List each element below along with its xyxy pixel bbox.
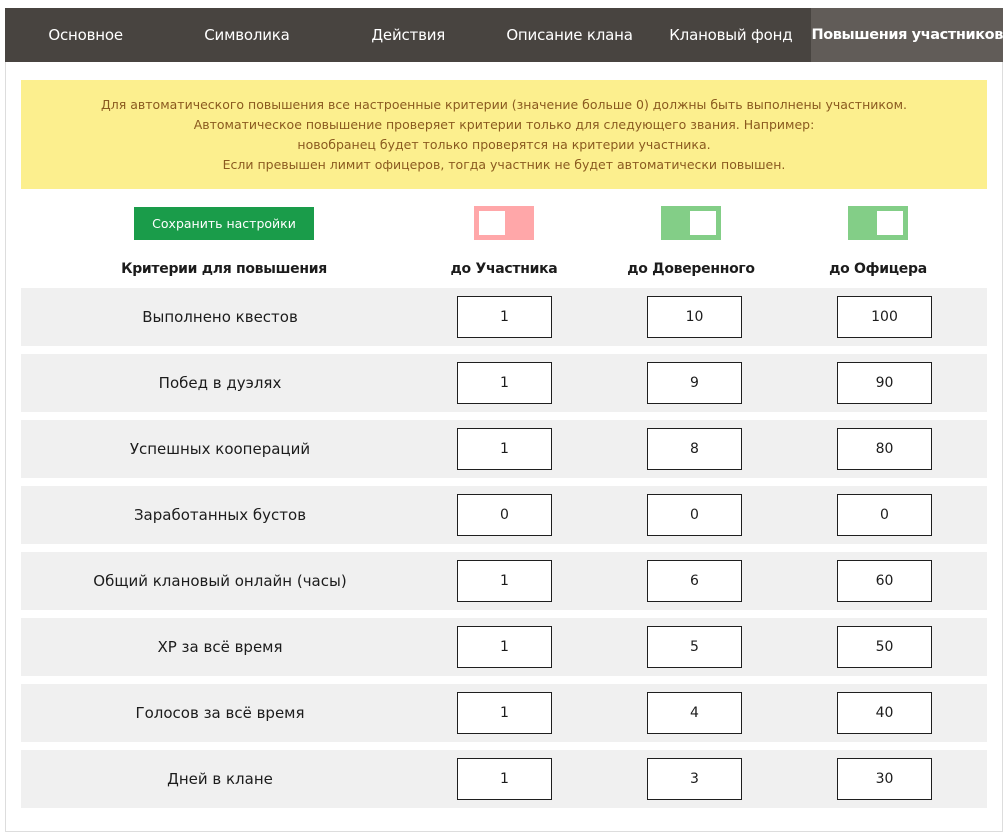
criteria-label: Побед в дуэлях <box>158 374 282 392</box>
criteria-label: Заработанных бустов <box>133 506 307 524</box>
trusted-threshold-input[interactable]: 3 <box>647 758 742 800</box>
criteria-label: Дней в клане <box>167 770 273 788</box>
save-settings-button[interactable]: Сохранить настройки <box>134 207 314 240</box>
table-row <box>21 288 987 346</box>
criteria-label: Общий клановый онлайн (часы) <box>93 572 347 590</box>
officer-threshold-input[interactable]: 0 <box>837 494 932 536</box>
toggle-knob <box>479 211 505 235</box>
member-threshold-input[interactable]: 1 <box>457 296 552 338</box>
trusted-column-header: до Доверенного <box>627 261 755 277</box>
officer-threshold-input[interactable]: 60 <box>837 560 932 602</box>
trusted-promotion-toggle[interactable] <box>661 206 721 240</box>
officer-promotion-toggle[interactable] <box>848 206 908 240</box>
member-threshold-input[interactable]: 0 <box>457 494 552 536</box>
member-threshold-input[interactable]: 1 <box>457 758 552 800</box>
table-row <box>21 486 987 544</box>
criteria-label: Голосов за всё время <box>135 704 305 722</box>
officer-threshold-input[interactable]: 40 <box>837 692 932 734</box>
member-threshold-input[interactable]: 1 <box>457 626 552 668</box>
criteria-label: Успешных коопераций <box>129 440 311 458</box>
tab-member-promotions[interactable]: Повышения участников <box>811 8 1003 62</box>
table-row <box>21 552 987 610</box>
tab-bar <box>5 8 1003 62</box>
officer-threshold-input[interactable]: 50 <box>837 626 932 668</box>
trusted-threshold-input[interactable]: 5 <box>647 626 742 668</box>
table-row <box>21 750 987 808</box>
table-row <box>21 420 987 478</box>
trusted-threshold-input[interactable]: 6 <box>647 560 742 602</box>
table-row <box>21 684 987 742</box>
officer-threshold-input[interactable]: 80 <box>837 428 932 470</box>
tab-symbols[interactable]: Символика <box>204 26 290 44</box>
officer-threshold-input[interactable]: 90 <box>837 362 932 404</box>
trusted-threshold-input[interactable]: 10 <box>647 296 742 338</box>
notice-line: Автоматическое повышение проверяет критерии только для следующего звания. Например: <box>193 116 815 132</box>
table-row <box>21 618 987 676</box>
tab-clan-fund[interactable]: Клановый фонд <box>669 26 793 44</box>
member-threshold-input[interactable]: 1 <box>457 362 552 404</box>
tab-actions[interactable]: Действия <box>371 26 446 44</box>
toggle-knob <box>690 211 716 235</box>
member-threshold-input[interactable]: 1 <box>457 428 552 470</box>
tab-general[interactable]: Основное <box>48 26 123 44</box>
criteria-column-header: Критерии для повышения <box>121 261 327 277</box>
trusted-threshold-input[interactable]: 8 <box>647 428 742 470</box>
member-column-header: до Участника <box>450 261 558 277</box>
criteria-label: Выполнено квестов <box>142 308 298 326</box>
trusted-threshold-input[interactable]: 4 <box>647 692 742 734</box>
member-promotion-toggle[interactable] <box>474 206 534 240</box>
officer-threshold-input[interactable]: 100 <box>837 296 932 338</box>
member-threshold-input[interactable]: 1 <box>457 560 552 602</box>
officer-column-header: до Офицера <box>829 261 927 277</box>
table-row <box>21 354 987 412</box>
officer-threshold-input[interactable]: 30 <box>837 758 932 800</box>
criteria-label: XP за всё время <box>157 638 283 656</box>
notice-line: Для автоматического повышения все настроенные критерии (значение больше 0) должны быть выполнены участником. <box>101 96 907 112</box>
toggle-knob <box>877 211 903 235</box>
trusted-threshold-input[interactable]: 9 <box>647 362 742 404</box>
info-notice <box>21 80 987 189</box>
tab-clan-description[interactable]: Описание клана <box>506 26 633 44</box>
member-threshold-input[interactable]: 1 <box>457 692 552 734</box>
notice-line: Если превышен лимит офицеров, тогда участник не будет автоматически повышен. <box>222 156 786 172</box>
trusted-threshold-input[interactable]: 0 <box>647 494 742 536</box>
notice-line: новобранец будет только проверятся на критерии участника. <box>297 136 711 152</box>
